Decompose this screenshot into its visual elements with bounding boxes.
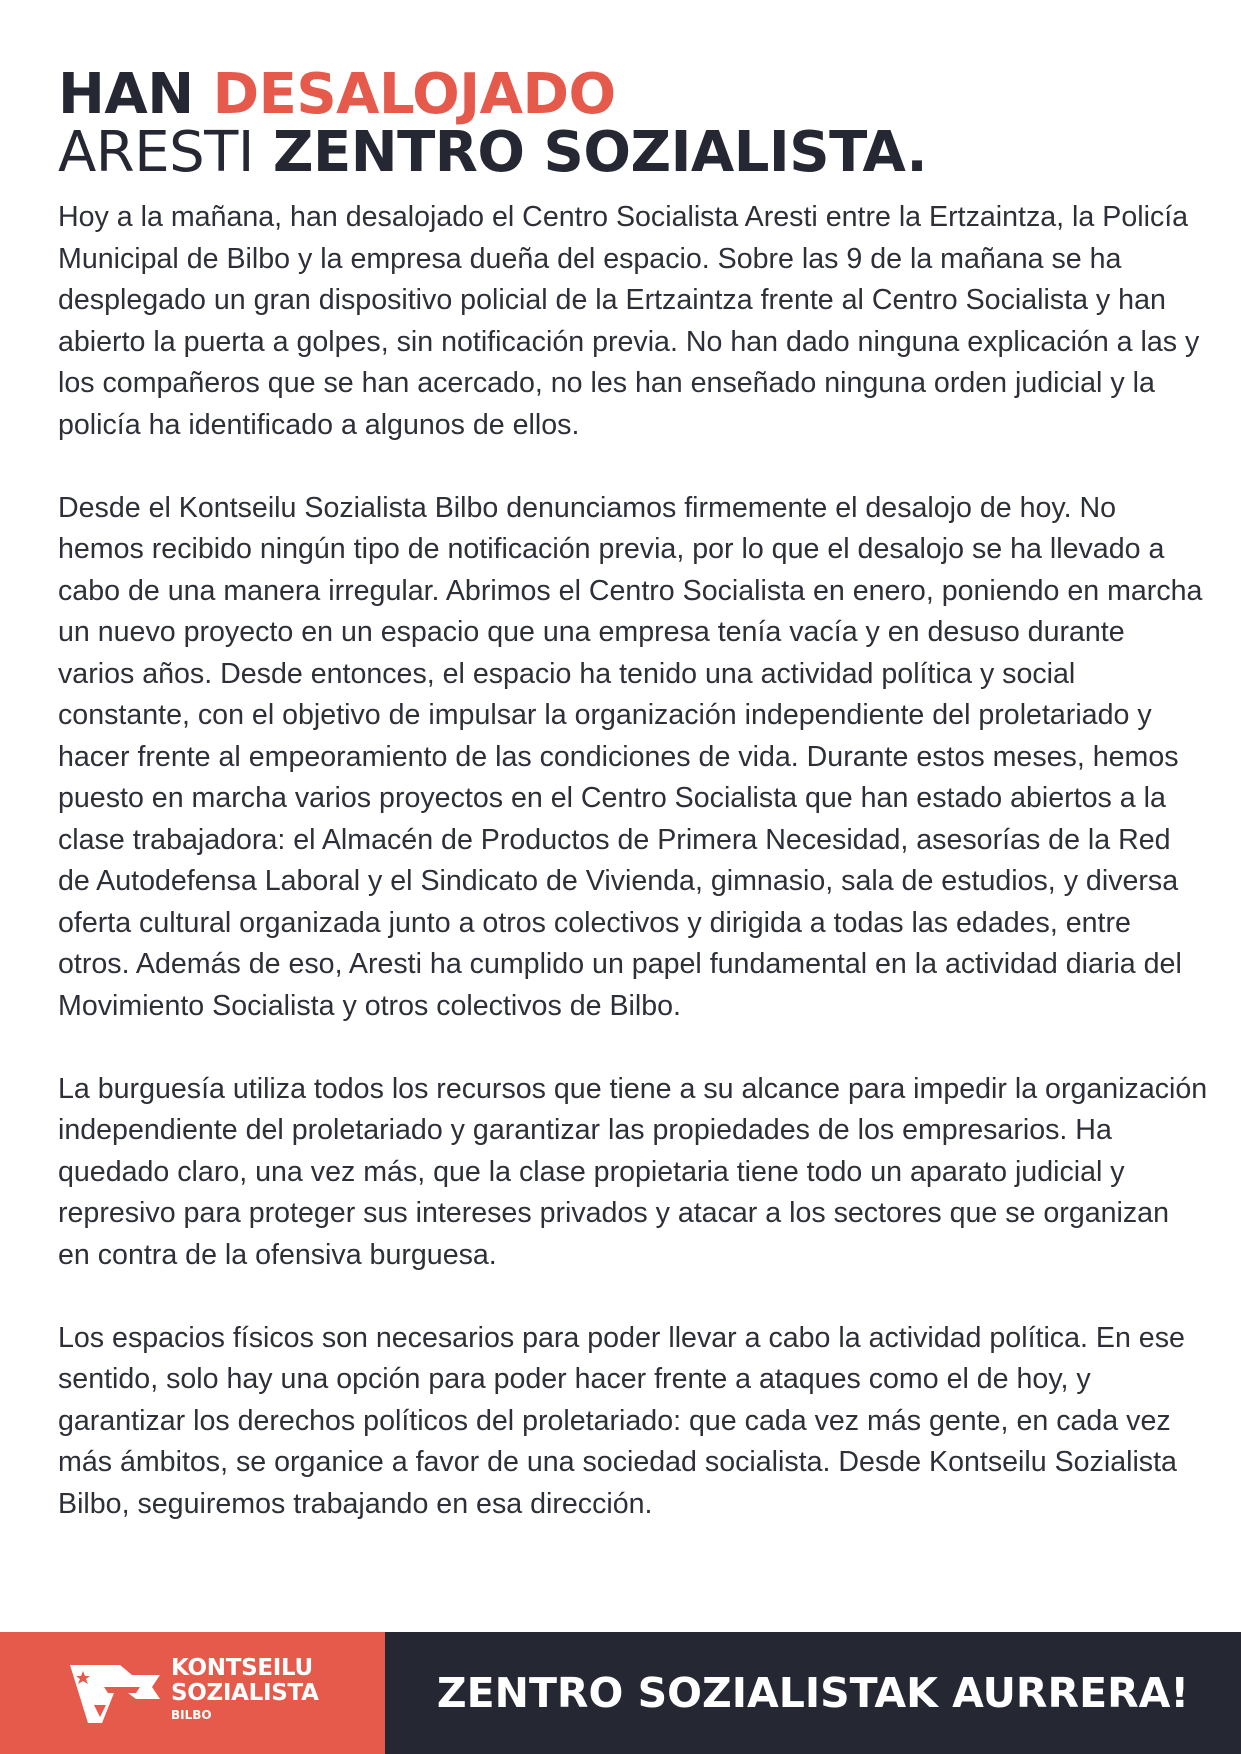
logo-line-1: KONTSEILU [171,1655,313,1681]
article-body [58,197,1208,1525]
paragraph-2: Desde el Kontseilu Sozialista Bilbo denunciamos firmemente el desalojo de hoy. No hemos recibido ningún tipo de notificación previa, por lo que el desalojo se ha llevado a cabo de una manera irregular. Abrimos el Centro Socialista en enero, poniendo en marcha un nuevo proyecto en un espacio que una empresa tenía vacía y en desuso durante varios años. Desde entonces, el espacio ha tenido una actividad política y social constante, con el objetivo de impulsar la organización independiente del proletariado y hacer frente al empeoramiento de las condiciones de vida. Durante estos meses, hemos puesto en marcha varios proyectos en el Centro Socialista que han estado abiertos a la clase trabajadora: el Almacén de Productos de Primera Necesidad, asesorías de la Red de Autodefensa Laboral y el Sindicato de Vivienda, gimnasio, sala de estudios, y diversa oferta cultural organizada junto a otros colectivos y dirigida a todas las edades, entre otros. Además de eso, Aresti ha cumplido un papel fundamental en la actividad diaria del Movimiento Socialista y otros colectivos de Bilbo. [58,491,1203,1022]
paragraph-4: Los espacios físicos son necesarios para poder llevar a cabo la actividad política. En ese sentido, solo hay una opción para poder hacer frente a ataques como el de hoy, y garantizar los derechos políticos del proletariado: que cada vez más gente, en cada vez más ámbitos, se organice a favor de una sociedad socialista. Desde Kontseilu Sozialista Bilbo, seguiremos trabajando en esa dirección. [58,1321,1185,1520]
footer-logo-panel [0,1632,385,1754]
logo-line-2: SOZIALISTA [171,1680,319,1706]
slogan: ZENTRO SOZIALISTAK AURRERA! [436,1669,1190,1717]
paragraph-3: La burguesía utiliza todos los recursos que tiene a su alcance para impedir la organización independiente del proletariado y garantizar las propiedades de los empresarios. Ha quedado claro, una vez más, que la clase propietaria tiene todo un aparato judicial y represivo para proteger sus intereses privados y atacar a los sectores que se organizan en contra de la ofensiva burguesa. [58,1072,1208,1271]
footer-slogan-panel [385,1632,1241,1754]
footer-banner [0,1632,1241,1754]
headline-prefix: HAN [58,62,194,127]
headline-light-word: ARESTI [58,120,254,185]
headline-line-2 [58,120,928,185]
headline-accent-word: DESALOJADO [212,62,616,127]
paragraph-1: Hoy a la mañana, han desalojado el Centro Socialista Aresti entre la Ertzaintza, la Policía Municipal de Bilbo y la empresa dueña del espacio. Sobre las 9 de la mañana se ha desplegado un gran dispositivo policial de la Ertzaintza frente al Centro Socialista y han abierto la puerta a golpes, sin notificación previa. No han dado ninguna explicación a las y los compañeros que se han acercado, no les han enseñado ninguna orden judicial y la policía ha identificado a algunos de ellos. [58,201,1200,441]
headline-line-1 [58,62,927,127]
page-title [58,62,928,185]
headline-bold-words: ZENTRO SOZIALISTA. [272,120,928,185]
kontseilu-flag-logo-icon [70,1665,160,1723]
logo-city: BILBO [171,1708,212,1722]
logo-wordmark [171,1656,319,1723]
